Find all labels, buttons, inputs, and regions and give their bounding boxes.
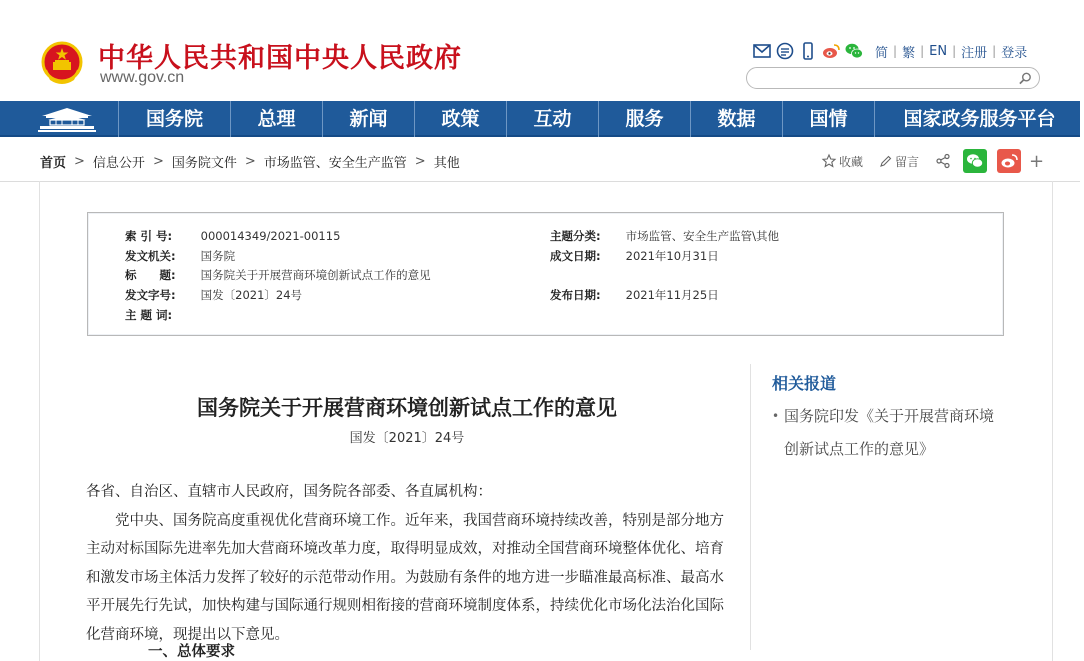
article-salutation: 各省、自治区、直辖市人民政府，国务院各部委、各直属机构：: [86, 484, 492, 500]
breadcrumb-state-council-docs[interactable]: 国务院文件: [171, 156, 237, 171]
weibo-icon[interactable]: [821, 41, 841, 61]
meta-label: 标 题:: [125, 268, 176, 282]
meta-value: 国务院: [200, 249, 236, 263]
article-section-heading: 一、总体要求: [148, 644, 235, 660]
nav-item-state-council[interactable]: 国务院: [118, 101, 230, 137]
breadcrumb-home[interactable]: 首页: [40, 156, 67, 171]
lang-english-link[interactable]: EN: [929, 43, 948, 59]
article-paragraph: 党中央、国务院高度重视优化营商环境工作。近年来，我国营商环境持续改善，特别是部分地方主动对标国际先进率先加大营商环境改革力度，取得明显成效，对推动全国营商环境整体优化、培育和激发市场主体活力发挥了较好的示范带动作用。为鼓励有条件的地方进一步瞄准最高标准、最高水平开展先行先试，加快构建与国际通行规则相衔接的营商环境制度体系，持续优化市场化法治化国际化营商环境，现提出以下意见。: [86, 512, 724, 643]
wechat-icon: [966, 153, 984, 169]
separator: |: [952, 44, 957, 58]
related-report-text: 国务院印发《关于开展营商环境创新试点工作的意见》: [784, 407, 995, 458]
meta-value: 000014349/2021-00115: [200, 229, 341, 243]
register-link[interactable]: 注册: [961, 45, 988, 61]
meta-written-row: [550, 248, 719, 264]
separator: |: [893, 44, 898, 58]
breadcrumb-info-disclosure[interactable]: 信息公开: [92, 156, 145, 171]
nav-item-news[interactable]: 新闻: [322, 101, 414, 137]
meta-value: 国发〔2021〕24号: [200, 288, 303, 302]
document-meta-table: [87, 212, 1004, 336]
message-icon[interactable]: [775, 41, 795, 61]
login-link[interactable]: 登录: [1001, 45, 1028, 61]
meta-title-row: [125, 267, 431, 283]
meta-category-row: [550, 228, 779, 244]
meta-value: 2021年10月31日: [625, 249, 719, 263]
tiananmen-home-icon[interactable]: [34, 103, 100, 135]
site-header: [0, 0, 1080, 101]
article-title: 国务院关于开展营商环境创新试点工作的意见: [197, 395, 617, 420]
meta-label: 成文日期:: [550, 249, 601, 263]
share-icon[interactable]: [935, 153, 951, 169]
article-body: [86, 478, 734, 649]
nav-item-service-platform[interactable]: 国家政务服务平台: [874, 101, 1084, 137]
meta-label: 主 题 词:: [125, 308, 173, 322]
national-emblem-icon[interactable]: [40, 40, 84, 88]
site-title[interactable]: 中华人民共和国中央人民政府: [98, 43, 462, 74]
breadcrumb-other[interactable]: 其他: [433, 156, 460, 171]
comment-button[interactable]: [879, 153, 919, 170]
meta-label: 发布日期:: [550, 288, 601, 302]
wechat-icon[interactable]: [844, 41, 864, 61]
mail-icon[interactable]: [752, 41, 772, 61]
chevron-right-icon: >: [74, 154, 85, 169]
meta-value: 市场监管、安全生产监管\其他: [625, 229, 780, 243]
meta-issuer-row: [125, 248, 235, 264]
header-toolbar: [752, 40, 1032, 62]
meta-value: 国务院关于开展营商环境创新试点工作的意见: [200, 268, 431, 282]
comment-label: 留言: [895, 154, 920, 169]
chevron-right-icon: >: [152, 154, 164, 169]
breadcrumb-market-regulation[interactable]: 市场监管、安全生产监管: [263, 156, 407, 171]
meta-label: 发文机关:: [125, 249, 176, 263]
pen-icon: [879, 155, 892, 168]
meta-label: 主题分类:: [550, 229, 601, 243]
meta-label: 索 引 号:: [125, 229, 173, 243]
sidebar-divider: [750, 364, 751, 650]
chevron-right-icon: >: [414, 154, 426, 169]
nav-item-policy[interactable]: 政策: [414, 101, 506, 137]
mobile-icon[interactable]: [798, 41, 818, 61]
separator: |: [992, 44, 997, 58]
favorite-button[interactable]: [822, 153, 863, 170]
bullet-icon: •: [772, 409, 780, 423]
meta-label: 发文字号:: [125, 288, 176, 302]
nav-item-data[interactable]: 数据: [690, 101, 782, 137]
meta-published-row: [550, 287, 719, 303]
meta-docno-row: [125, 287, 302, 303]
lang-traditional-link[interactable]: 繁: [902, 45, 916, 61]
meta-value: 2021年11月25日: [625, 288, 719, 302]
related-report-link[interactable]: [772, 400, 1002, 466]
article-doc-number: 国发〔2021〕24号: [349, 431, 465, 446]
site-domain: www.gov.cn: [100, 69, 185, 86]
more-share-button[interactable]: +: [1029, 150, 1045, 172]
weibo-icon: [1000, 153, 1018, 169]
lang-simplified-link[interactable]: 简: [875, 45, 889, 61]
search-box: [746, 67, 1040, 89]
share-actions: [822, 148, 1044, 174]
nav-item-premier[interactable]: 总理: [230, 101, 322, 137]
search-input[interactable]: [757, 69, 1017, 89]
favorite-label: 收藏: [839, 154, 864, 169]
nav-item-national-info[interactable]: 国情: [782, 101, 874, 137]
main-nav: [0, 101, 1080, 137]
weibo-share-button[interactable]: [997, 149, 1021, 173]
related-reports-title: 相关报道: [772, 374, 837, 393]
meta-index-row: [125, 228, 340, 244]
wechat-share-button[interactable]: [963, 149, 987, 173]
separator: |: [920, 44, 925, 58]
nav-items: [118, 101, 1084, 137]
meta-keywords-row: [125, 307, 201, 323]
nav-item-services[interactable]: 服务: [598, 101, 690, 137]
search-icon[interactable]: [1018, 71, 1033, 86]
nav-item-interaction[interactable]: 互动: [506, 101, 598, 137]
breadcrumb: [40, 152, 460, 171]
chevron-right-icon: >: [244, 154, 256, 169]
star-icon: [822, 154, 836, 168]
